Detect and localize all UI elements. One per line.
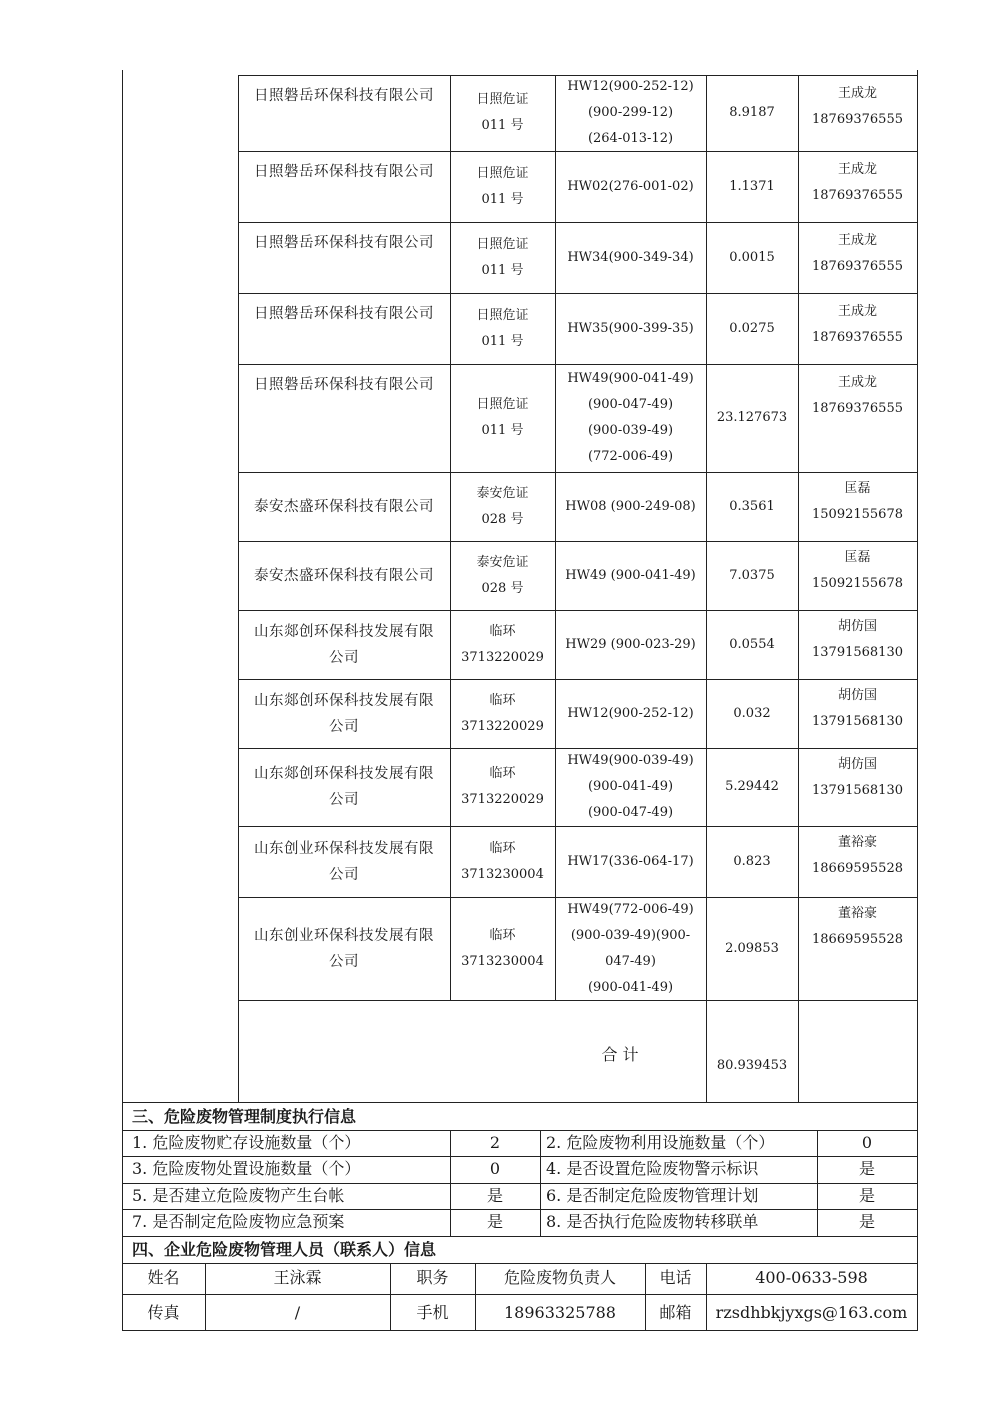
contact-person-line: 15092155678 [812, 507, 903, 522]
license-number-line: 日照危证 [476, 236, 529, 252]
waste-code-line: HW49 (900-041-49) [565, 567, 696, 583]
waste-code-line: (900-039-49)(900- [570, 927, 691, 943]
company-name-line: 公司 [329, 953, 359, 970]
license-number-line: 临环 [489, 927, 516, 943]
waste-code [555, 897, 706, 1000]
answer-value: 是 [486, 1212, 503, 1231]
license-number-line: 3713220029 [461, 718, 544, 734]
waste-code [555, 364, 706, 472]
waste-amount [706, 364, 798, 472]
email-value: rzsdhbkjyxgs@163.com [715, 1303, 908, 1322]
company-name-line: 泰安杰盛环保科技有限公司 [254, 567, 434, 584]
section3-title: 三、危险废物管理制度执行信息 [132, 1107, 357, 1126]
row-line [238, 1000, 918, 1001]
waste-amount [706, 748, 798, 826]
contact-person-line: 胡仿国 [837, 619, 877, 634]
contact-person-line: 王成龙 [837, 233, 877, 248]
license-number-line: 日照危证 [476, 397, 529, 412]
waste-code-line: HW02(276-001-02) [567, 178, 694, 194]
waste-code [555, 748, 706, 826]
contact-person-line: 18669595528 [812, 932, 903, 947]
company-name-line: 山东创业环保科技发展有限 [254, 927, 434, 944]
company-name [238, 748, 450, 826]
waste-code [555, 826, 706, 897]
table-bottom-line [122, 1330, 918, 1331]
contact-person [798, 897, 917, 1000]
contact-person-line: 胡仿国 [837, 688, 877, 703]
question-text: 5. 是否建立危险废物产生台帐 [132, 1186, 345, 1205]
answer-value: 是 [486, 1186, 503, 1205]
contact-person-line: 15092155678 [812, 576, 903, 591]
contact-person-line: 18769376555 [812, 188, 903, 203]
company-name [238, 897, 450, 1000]
waste-amount [706, 826, 798, 897]
waste-code-line: HW08 (900-249-08) [565, 498, 696, 514]
waste-code [555, 222, 706, 293]
waste-code [555, 472, 706, 541]
mobile-value: 18963325788 [504, 1303, 616, 1322]
contact-person-line: 18769376555 [812, 259, 903, 274]
answer-value: 0 [489, 1159, 501, 1178]
outer-left-line [122, 70, 123, 1331]
license-number-line: 011 号 [481, 333, 524, 349]
company-name [238, 826, 450, 897]
answer-value: 是 [858, 1186, 875, 1205]
company-name [238, 610, 450, 679]
license-number-line: 011 号 [481, 262, 524, 278]
section4-row-line [122, 1294, 918, 1295]
email-label: 邮箱 [659, 1303, 692, 1322]
license-number-line: 011 号 [481, 423, 524, 438]
license-number-line: 临环 [489, 623, 516, 639]
waste-code-line: HW35(900-399-35) [567, 320, 694, 336]
company-name [238, 293, 450, 364]
license-number-line: 泰安危证 [476, 554, 529, 570]
license-number [450, 364, 555, 472]
waste-code-line: (900-041-49) [587, 979, 674, 995]
contact-person [798, 610, 917, 679]
company-name-line: 公司 [329, 649, 359, 666]
question-text: 4. 是否设置危险废物警示标识 [546, 1159, 759, 1178]
waste-amount-line: 0.823 [733, 853, 771, 869]
license-number-line: 3713220029 [461, 649, 544, 665]
contact-person [798, 541, 917, 610]
contact-person-line: 18769376555 [812, 112, 903, 127]
waste-code-line: (900-039-49) [587, 423, 674, 438]
company-name [238, 222, 450, 293]
answer-value: 是 [858, 1159, 875, 1178]
waste-code-line: HW49(900-041-49) [567, 371, 694, 386]
contact-person [798, 472, 917, 541]
waste-code-line: (900-299-12) [587, 105, 674, 120]
license-number [450, 151, 555, 222]
waste-code-line: HW49(900-039-49) [567, 753, 694, 768]
company-name-line: 日照磐岳环保科技有限公司 [254, 164, 434, 180]
waste-amount-line: 8.9187 [729, 105, 775, 120]
contact-person [798, 75, 917, 151]
section3-row-line [122, 1236, 918, 1237]
waste-amount [706, 293, 798, 364]
question-text: 2. 危险废物利用设施数量（个） [546, 1133, 775, 1152]
contact-person [798, 151, 917, 222]
license-number-line: 日照危证 [476, 307, 529, 323]
license-number-line: 临环 [489, 766, 516, 781]
waste-amount-line: 1.1371 [729, 178, 775, 194]
waste-amount [706, 472, 798, 541]
waste-code-line: (772-006-49) [587, 449, 674, 464]
license-number [450, 897, 555, 1000]
license-number-line: 3713230004 [461, 953, 544, 969]
company-name-line: 公司 [329, 792, 359, 808]
waste-amount [706, 541, 798, 610]
license-number-line: 日照危证 [476, 165, 529, 181]
license-number-line: 3713230004 [461, 866, 544, 882]
outer-right-line [917, 70, 918, 1331]
waste-amount-line: 0.0554 [729, 636, 775, 652]
contact-person-line: 13791568130 [812, 714, 903, 729]
waste-amount-line: 5.29442 [725, 779, 779, 794]
company-name-line: 山东郯创环保科技发展有限 [254, 766, 434, 782]
contact-person [798, 679, 917, 748]
answer-value: 0 [861, 1133, 873, 1152]
license-number [450, 541, 555, 610]
waste-code [555, 541, 706, 610]
contact-person-line: 13791568130 [812, 783, 903, 798]
company-name [238, 541, 450, 610]
waste-code-line: HW49(772-006-49) [567, 901, 694, 917]
license-number [450, 472, 555, 541]
name-value: 王泳霖 [273, 1268, 322, 1287]
contact-person [798, 826, 917, 897]
company-name-line: 日照磐岳环保科技有限公司 [254, 235, 434, 251]
waste-code [555, 679, 706, 748]
question-text: 8. 是否执行危险废物转移联单 [546, 1212, 759, 1231]
license-number-line: 028 号 [481, 580, 524, 596]
contact-person-line: 匡磊 [844, 550, 871, 565]
waste-code-line: (264-013-12) [587, 131, 674, 146]
contact-person-line: 18769376555 [812, 330, 903, 345]
license-number [450, 75, 555, 151]
license-number-line: 临环 [489, 840, 516, 856]
waste-amount [706, 897, 798, 1000]
waste-amount [706, 151, 798, 222]
license-number-line: 028 号 [481, 511, 524, 527]
company-name-line: 日照磐岳环保科技有限公司 [254, 88, 434, 104]
contact-person-line: 18769376555 [812, 401, 903, 416]
license-number-line: 日照危证 [476, 92, 529, 107]
contact-person [798, 293, 917, 364]
contact-person-line: 王成龙 [837, 162, 877, 177]
contact-person-line: 王成龙 [837, 86, 877, 101]
waste-code [555, 151, 706, 222]
license-number-line: 011 号 [481, 118, 524, 133]
fax-label: 传真 [147, 1303, 180, 1322]
answer-value: 是 [858, 1212, 875, 1231]
waste-code-line: HW29 (900-023-29) [565, 636, 696, 652]
contact-person [798, 222, 917, 293]
waste-amount-line: 7.0375 [729, 567, 775, 583]
license-number-line: 011 号 [481, 191, 524, 207]
waste-amount-line: 23.127673 [716, 410, 788, 425]
license-number [450, 748, 555, 826]
waste-code [555, 610, 706, 679]
waste-amount-line: 0.032 [733, 705, 771, 721]
license-number-line: 临环 [489, 692, 516, 708]
company-name [238, 364, 450, 472]
company-name-line: 泰安杰盛环保科技有限公司 [254, 498, 434, 515]
company-name [238, 151, 450, 222]
waste-code [555, 293, 706, 364]
waste-code-line: HW12(900-252-12) [567, 79, 694, 94]
company-name-line: 山东创业环保科技发展有限 [254, 840, 434, 857]
waste-code-line: (900-047-49) [587, 397, 674, 412]
position-value: 危险废物负责人 [503, 1268, 616, 1287]
license-number [450, 826, 555, 897]
contact-person-line: 董裕豪 [837, 906, 877, 921]
company-name-line: 日照磐岳环保科技有限公司 [254, 306, 434, 322]
company-name-line: 山东郯创环保科技发展有限 [254, 623, 434, 640]
contact-person-line: 13791568130 [812, 645, 903, 660]
waste-code-line: HW17(336-064-17) [567, 853, 694, 869]
license-number [450, 293, 555, 364]
company-name-line: 公司 [329, 866, 359, 883]
waste-amount [706, 610, 798, 679]
company-name-line: 山东郯创环保科技发展有限 [254, 692, 434, 709]
license-number-line: 3713220029 [461, 792, 544, 807]
waste-code [555, 75, 706, 151]
contact-person-line: 18669595528 [812, 861, 903, 876]
contact-person [798, 748, 917, 826]
question-text: 3. 危险废物处置设施数量（个） [132, 1159, 361, 1178]
license-number-line: 泰安危证 [476, 485, 529, 501]
waste-amount [706, 679, 798, 748]
company-name [238, 75, 450, 151]
question-text: 7. 是否制定危险废物应急预案 [132, 1212, 345, 1231]
company-name [238, 472, 450, 541]
contact-person-line: 王成龙 [837, 304, 877, 319]
waste-amount [706, 222, 798, 293]
waste-amount [706, 75, 798, 151]
waste-amount-line: 2.09853 [725, 940, 779, 956]
waste-code-line: (900-041-49) [587, 779, 674, 794]
fax-value: / [294, 1303, 301, 1322]
total-value: 80.939453 [716, 1058, 788, 1073]
question-text: 1. 危险废物贮存设施数量（个） [132, 1133, 361, 1152]
waste-amount-line: 0.0275 [729, 320, 775, 336]
waste-code-line: 047-49) [605, 953, 656, 969]
license-number [450, 222, 555, 293]
phone-value: 400-0633-598 [755, 1268, 868, 1287]
contact-person-line: 胡仿国 [837, 757, 877, 772]
license-number [450, 610, 555, 679]
waste-amount-line: 0.3561 [729, 498, 775, 514]
contact-person [798, 364, 917, 472]
contact-person-line: 董裕豪 [837, 835, 877, 850]
waste-code-line: HW34(900-349-34) [567, 249, 694, 265]
question-text: 6. 是否制定危险废物管理计划 [546, 1186, 759, 1205]
waste-code-line: (900-047-49) [587, 805, 674, 820]
license-number [450, 679, 555, 748]
section3-col-line [540, 1130, 541, 1237]
name-label: 姓名 [147, 1268, 180, 1287]
mobile-label: 手机 [416, 1303, 449, 1322]
section4-line [122, 1263, 918, 1264]
company-name-line: 公司 [329, 718, 359, 735]
contact-person-line: 匡磊 [844, 481, 871, 496]
waste-amount-line: 0.0015 [729, 249, 775, 265]
company-name-line: 日照磐岳环保科技有限公司 [254, 377, 434, 393]
company-name [238, 679, 450, 748]
answer-value: 2 [489, 1133, 501, 1152]
waste-code-line: HW12(900-252-12) [567, 705, 694, 721]
position-label: 职务 [416, 1268, 449, 1287]
section4-title: 四、企业危险废物管理人员（联系人）信息 [132, 1240, 437, 1259]
phone-label: 电话 [659, 1268, 692, 1287]
total-label: 合 计 [601, 1045, 639, 1064]
contact-person-line: 王成龙 [837, 375, 877, 390]
